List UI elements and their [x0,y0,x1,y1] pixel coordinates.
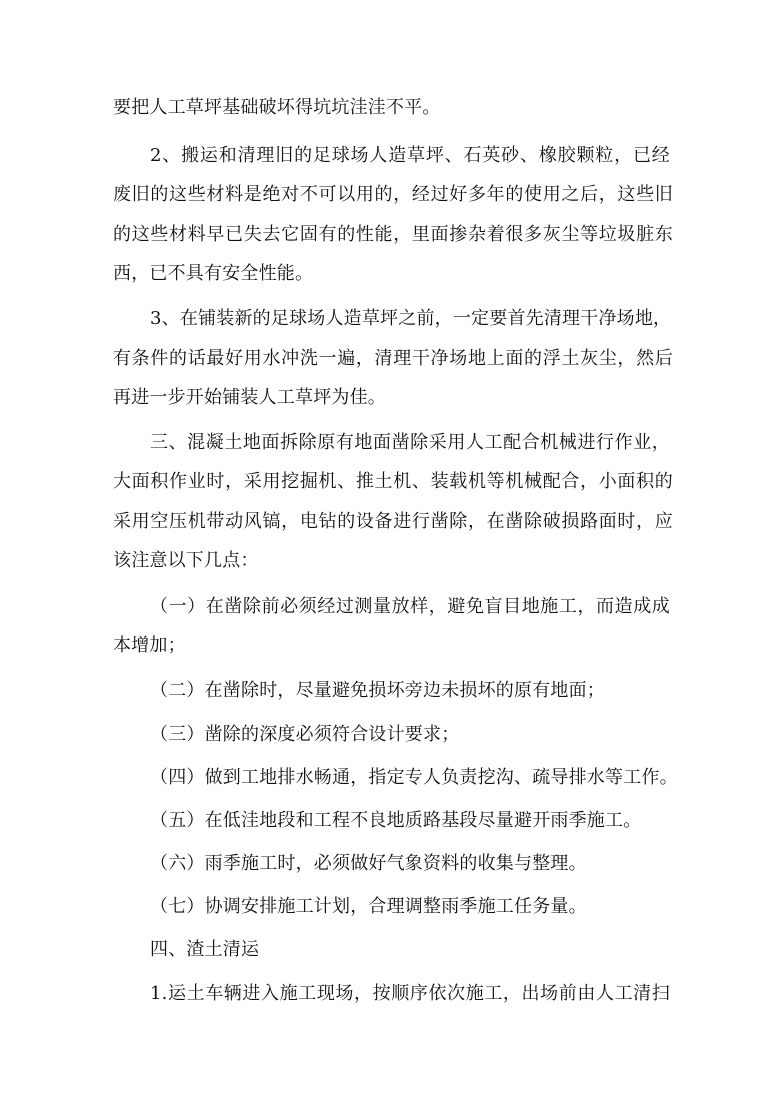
list-item: （六）雨季施工时，必须做好气象资料的收集与整理。 [150,853,587,874]
paragraph-line: 的这些材料早已失去它固有的性能，里面掺杂着很多灰尘等垃圾脏东 [113,224,673,245]
paragraph-line: 三、混凝土地面拆除原有地面凿除采用人工配合机械进行作业， [150,432,670,453]
paragraph-line: 西，已不具有安全性能。 [113,263,314,284]
paragraph-line: 有条件的话最好用水冲洗一遍，清理干净场地上面的浮土灰尘，然后 [113,348,673,369]
paragraph-line: 本增加； [113,635,186,656]
paragraph-line: 要把人工草坪基础破坏得坑坑洼洼不平。 [113,97,441,118]
paragraph-line: 废旧的这些材料是绝对不可以用的，经过好多年的使用之后，这些旧 [113,184,673,205]
paragraph-line: 再进一步开始铺装人工草坪为佳。 [113,387,386,408]
section-heading: 四、渣土清运 [150,939,260,960]
paragraph-line: 采用空压机带动风镐，电钻的设备进行凿除，在凿除破损路面时，应 [113,511,673,532]
paragraph-line: 大面积作业时，采用挖掘机、推土机、装载机等机械配合，小面积的 [113,471,673,492]
paragraph-line: （一）在凿除前必须经过测量放样，避免盲目地施工，而造成成 [150,596,670,617]
list-item: （七）协调安排施工计划，合理调整雨季施工任务量。 [150,896,587,917]
list-item: （四）做到工地排水畅通，指定专人负责挖沟、疏导排水等工作。 [150,767,678,788]
paragraph-line: 3、在铺装新的足球场人造草坪之前，一定要首先清理干净场地， [150,308,672,329]
list-item: （二）在凿除时，尽量避免损坏旁边未损坏的原有地面； [150,680,605,701]
list-item: （五）在低洼地段和工程不良地质路基段尽量避开雨季施工。 [150,810,642,831]
paragraph-line: 1.运土车辆进入施工现场，按顺序依次施工，出场前由人工清扫 [150,983,670,1004]
paragraph-line: 该注意以下几点： [113,550,259,571]
paragraph-line: 2、搬运和清理旧的足球场人造草坪、石英砂、橡胶颗粒，已经 [150,145,670,166]
list-item: （三）凿除的深度必须符合设计要求； [150,724,460,745]
